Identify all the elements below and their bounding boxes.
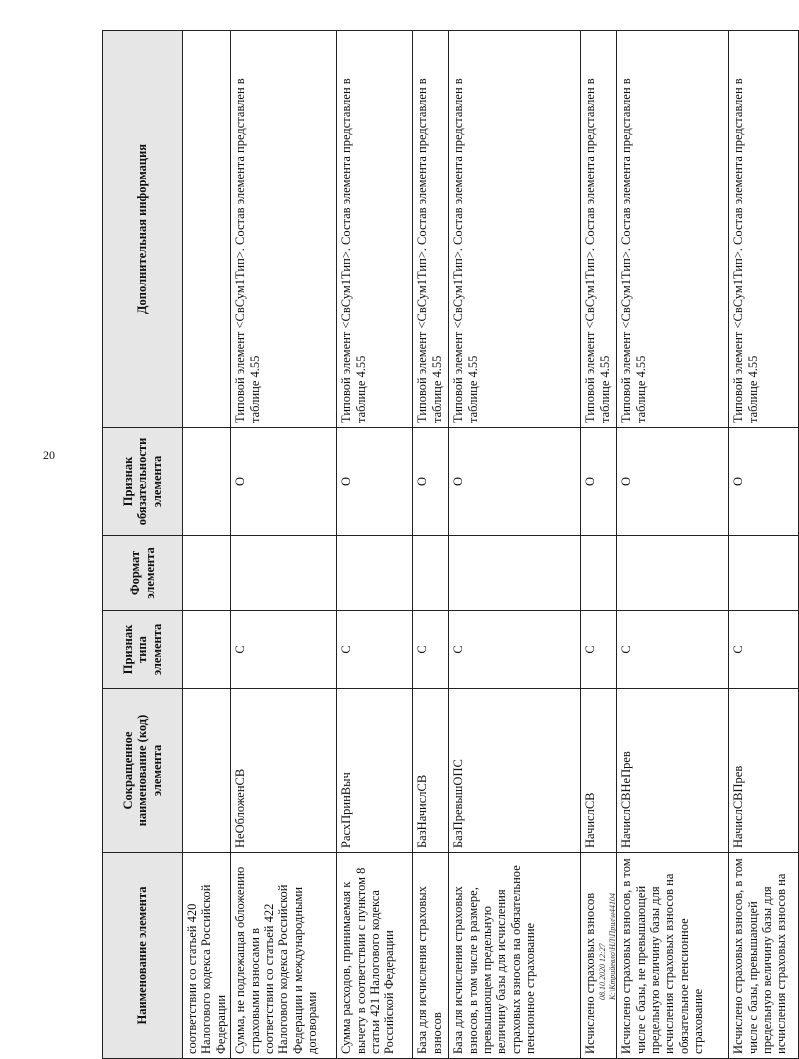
cell-info: [183, 31, 231, 428]
table-row: [337, 31, 413, 1059]
cell-format: [231, 536, 337, 611]
cell-info: Типовой элемент <СвСум1Тип>. Состав элемента представлен в таблице 4.55: [581, 31, 617, 428]
cell-format: [729, 536, 799, 611]
cell-type: С: [413, 611, 449, 689]
cell-type: С: [617, 611, 729, 689]
cell-format: [413, 536, 449, 611]
table-row: [449, 31, 581, 1059]
cell-name: Исчислено страховых взносов, в том числе с базы, превышающей предельную величину базы для исчисления страховых взносов на: [729, 853, 799, 1059]
cell-info: Типовой элемент <СвСум1Тип>. Состав элемента представлен в таблице 4.55: [449, 31, 581, 428]
header-info: Дополнительная информация: [103, 31, 183, 428]
cell-code: БазПревышОПС: [449, 689, 581, 853]
cell-required: О: [337, 428, 413, 536]
cell-info: Типовой элемент <СвСум1Тип>. Состав элемента представлен в таблице 4.55: [413, 31, 449, 428]
cell-type: [183, 611, 231, 689]
cell-info: Типовой элемент <СвСум1Тип>. Состав элемента представлен в таблице 4.55: [337, 31, 413, 428]
cell-type: С: [449, 611, 581, 689]
cell-format: [617, 536, 729, 611]
table-row: [231, 31, 337, 1059]
cell-code: НеОбложенСВ: [231, 689, 337, 853]
cell-required: О: [617, 428, 729, 536]
header-type: Признак типа элемента: [103, 611, 183, 689]
table-header-row: [103, 31, 183, 1059]
cell-format: [337, 536, 413, 611]
table-wrapper: [102, 31, 789, 1059]
cell-code: [183, 689, 231, 853]
cell-type: С: [337, 611, 413, 689]
cell-code: НачислСВНеПрев: [617, 689, 729, 853]
cell-required: [183, 428, 231, 536]
cell-type: С: [729, 611, 799, 689]
cell-name: Сумма, не подлежащая обложению страховыми взносами в соответствии со статьей 422 Налогового кодекса Российской Федерации и международными договорами: [231, 853, 337, 1059]
table-row: [617, 31, 729, 1059]
page-number: 20: [43, 448, 55, 462]
cell-code: РасхПринВыч: [337, 689, 413, 853]
table-row: [183, 31, 231, 1059]
footer-date: 08.10.2020 12:27: [598, 943, 607, 1000]
cell-format: [183, 536, 231, 611]
cell-info: Типовой элемент <СвСум1Тип>. Состав элемента представлен в таблице 4.55: [231, 31, 337, 428]
cell-info: Типовой элемент <СвСум1Тип>. Состав элемента представлен в таблице 4.55: [617, 31, 729, 428]
cell-name: База для исчисления страховых взносов, в том числе в размере, превышающем предельную величину базы для исчисления страховых взносов на обязательное пенсионное страхование: [449, 853, 581, 1059]
cell-code: НачислСВ: [581, 689, 617, 853]
cell-name: Исчислено страховых взносов: [581, 853, 617, 1059]
cell-name: Исчислено страховых взносов, в том числе с базы, не превышающей предельную величину базы для исчисления страховых взносов на обязательное пенсионное страхование: [617, 853, 729, 1059]
cell-type: С: [231, 611, 337, 689]
header-format: Формат элемента: [103, 536, 183, 611]
cell-code: НачислСВПрев: [729, 689, 799, 853]
cell-required: О: [581, 428, 617, 536]
header-code: Сокращенное наименование (код) элемента: [103, 689, 183, 853]
cell-info: Типовой элемент <СвСум1Тип>. Состав элемента представлен в таблице 4.55: [729, 31, 799, 428]
table-row: [413, 31, 449, 1059]
cell-name: соответствии со статьей 420 Налогового кодекса Российской Федерации: [183, 853, 231, 1059]
cell-code: БазНачислСВ: [413, 689, 449, 853]
header-name: Наименование элемента: [103, 853, 183, 1059]
cell-format: [581, 536, 617, 611]
cell-name: База для исчисления страховых взносов: [413, 853, 449, 1059]
cell-format: [449, 536, 581, 611]
footer-path: К:\Ктрийевло\НЛ\Прил\н44104: [607, 893, 617, 1000]
table-row: [729, 31, 799, 1059]
cell-required: О: [449, 428, 581, 536]
header-required: Признак обязательности элемента: [103, 428, 183, 536]
cell-name: Сумма расходов, принимаемая к вычету в соответствии с пунктом 8 статьи 421 Налогового кодекса Российской Федерации: [337, 853, 413, 1059]
cell-required: О: [729, 428, 799, 536]
cell-required: О: [231, 428, 337, 536]
elements-table: [102, 30, 799, 1059]
cell-required: О: [413, 428, 449, 536]
cell-type: С: [581, 611, 617, 689]
